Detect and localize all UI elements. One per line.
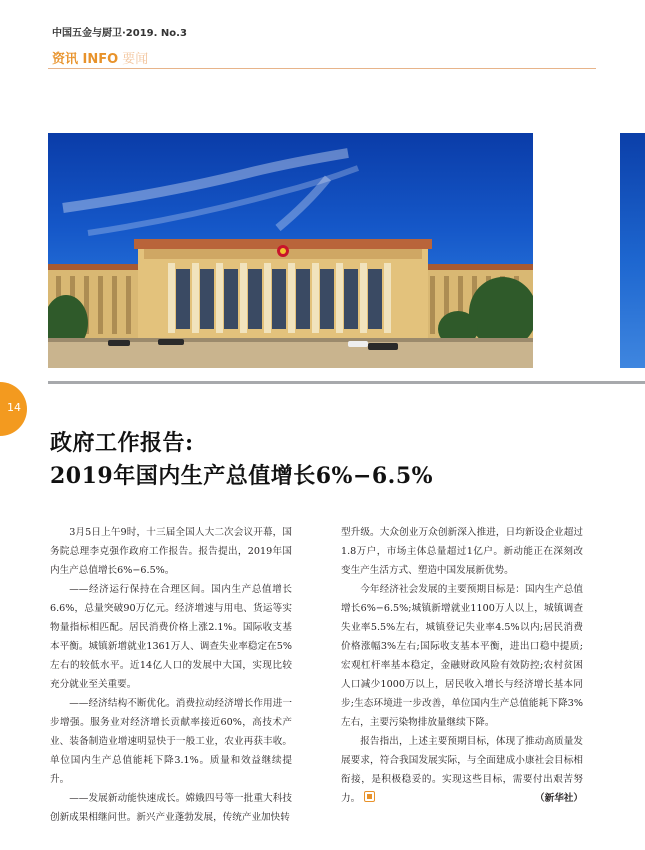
- article-column-right: [341, 523, 583, 808]
- paragraph: ——经济运行保持在合理区间。国内生产总值增长6.6%，总量突破90万亿元。经济增速与用电、货运等实物量指标相匹配。居民消费价格上涨2.1%。国际收支基本平衡。城镇新增就业1361万人、调查失业率稳定在5%左右的较低水平。近14亿人口的发展中大国，实现比较充分就业至关重要。: [50, 584, 292, 690]
- paragraph: 3月5日上午9时，十三届全国人大二次会议开幕，国务院总理李克强作政府工作报告。报告提出，2019年国内生产总值增长6%−6.5%。: [50, 527, 292, 576]
- paragraph-text: 报告指出，上述主要预期目标，体现了推动高质量发展要求，符合我国发展实际，与全面建成小康社会目标相衔接，是积极稳妥的。实现这些目标，需要付出艰苦努力。: [341, 736, 583, 804]
- great-hall-illustration: [48, 133, 533, 368]
- section-subtitle: 要闻: [122, 52, 149, 67]
- header-rule: [48, 68, 596, 69]
- adjacent-page-photo-edge: [620, 133, 645, 368]
- paragraph: ——发展新动能快速成长。嫦娥四号等一批重大科技创新成果相继问世。新兴产业蓬勃发展，传统产业加快转: [50, 793, 292, 823]
- page-number: 14: [7, 401, 21, 414]
- paragraph-continued: 型升级。大众创业万众创新深入推进，日均新设企业超过1.8万户，市场主体总量超过1亿户。新动能正在深刻改变生产生活方式、塑造中国发展新优势。: [341, 527, 583, 576]
- great-hall-photo: [48, 133, 533, 368]
- paragraph-last: [341, 732, 583, 808]
- article-title-line2: 2019年国内生产总值增长6%−6.5%: [50, 463, 434, 489]
- article-source: （新华社）: [535, 793, 583, 804]
- journal-header: 中国五金与厨卫·2019. No.3: [52, 28, 187, 39]
- section-header: [52, 48, 148, 67]
- paragraph: ——经济结构不断优化。消费拉动经济增长作用进一步增强。服务业对经济增长贡献率接近60%，高技术产业、装备制造业增速明显快于一般工业，农业再获丰收。单位国内生产总值能耗下降3.1%。质量和效益继续提升。: [50, 698, 292, 785]
- end-mark-icon: [364, 791, 375, 802]
- paragraph: 今年经济社会发展的主要预期目标是：国内生产总值增长6%−6.5%;城镇新增就业1100万人以上，城镇调查失业率5.5%左右，城镇登记失业率4.5%以内;居民消费价格涨幅3%左右;国际收支基本平衡，进出口稳中提质;宏观杠杆率基本稳定，金融财政风险有效防控;农村贫困人口减少1000万以上，居民收入增长与经济增长基本同步;生态环境进一步改善，单位国内生产总值能耗下降3%左右，主要污染物排放量继续下降。: [341, 584, 583, 728]
- section-title: 资讯 INFO: [52, 52, 119, 67]
- article-column-left: [50, 523, 292, 827]
- divider-bar: [48, 381, 645, 384]
- article-title-line1: 政府工作报告:: [50, 430, 194, 456]
